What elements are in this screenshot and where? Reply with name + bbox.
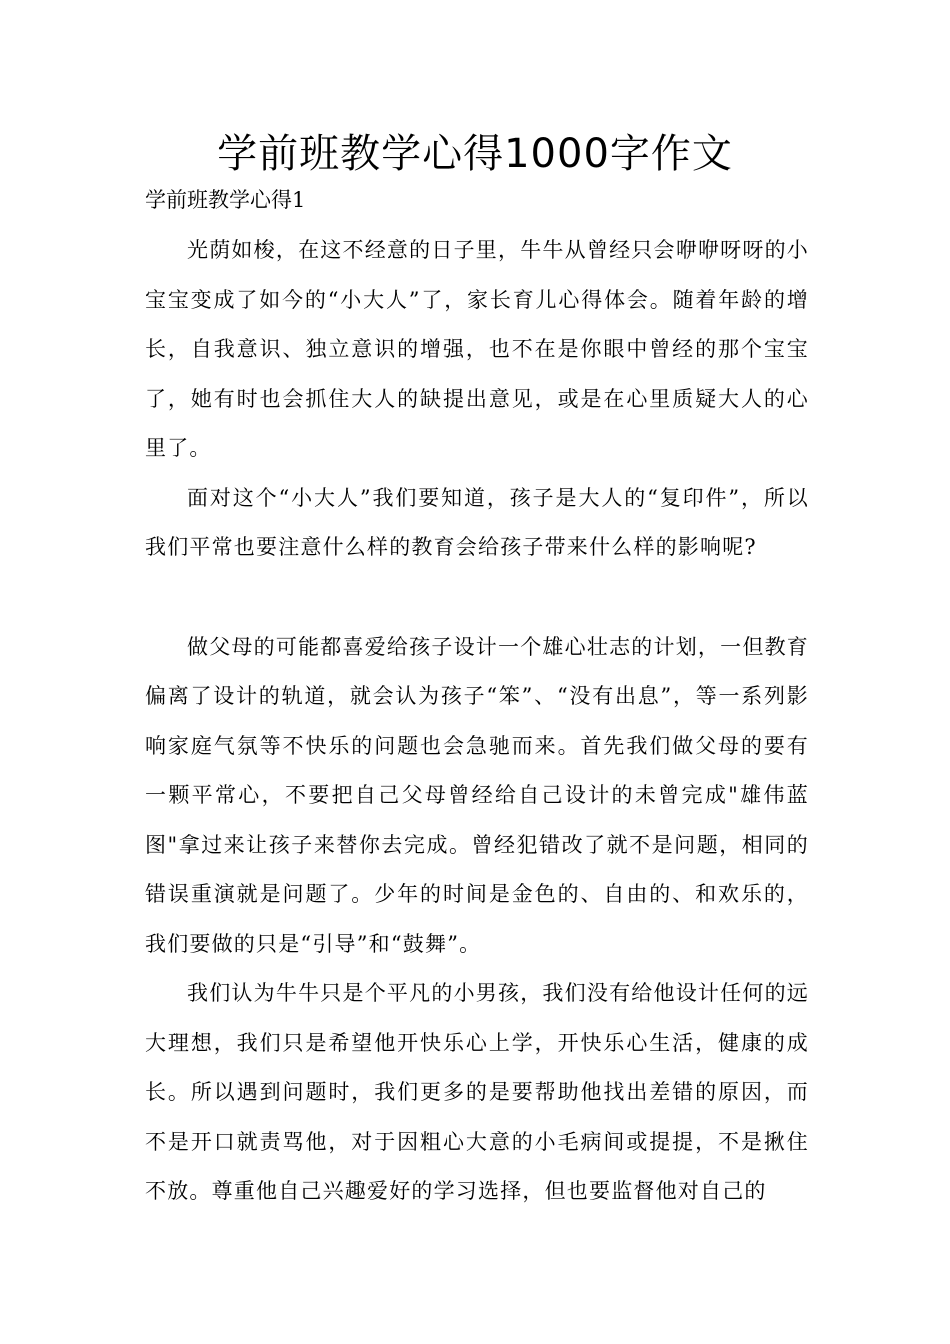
paragraph-4: 我们认为牛牛只是个平凡的小男孩，我们没有给他设计任何的远大理想，我们只是希望他开快乐心上学，开快乐心生活，健康的成长。所以遇到问题时，我们更多的是要帮助他找出差错的原因，而不是开口就责骂他，对于因粗心大意的小毛病间或提提，不是揪住不放。尊重他自己兴趣爱好的学习选择，但也要监督他对自己的 (145, 981, 809, 1203)
paragraph-3: 做父母的可能都喜爱给孩子设计一个雄心壮志的计划，一但教育偏离了设计的轨道，就会认为孩子“笨”、“没有出息”，等一系列影响家庭气氛等不快乐的问题也会急驰而来。首先我们做父母的要有一颗平常心，不要把自己父母曾经给自己设计的未曾完成"雄伟蓝图"拿过来让孩子来替你去完成。曾经犯错改了就不是问题，相同的错误重演就是问题了。少年的时间是金色的、自由的、和欢乐的，我们要做的只是“引导”和“鼓舞”。 (145, 634, 809, 956)
paragraph-1: 光荫如梭，在这不经意的日子里，牛牛从曾经只会咿咿呀呀的小宝宝变成了如今的“小大人”了，家长育儿心得体会。随着年龄的增长，自我意识、独立意识的增强，也不在是你眼中曾经的那个宝宝了，她有时也会抓住大人的缺提出意见，或是在心里质疑大人的心里了。 (145, 238, 809, 460)
document-title: 学前班教学心得1000字作文 (217, 131, 733, 177)
paragraph-gap (145, 573, 809, 623)
document-body (145, 226, 809, 1217)
document-subtitle: 学前班教学心得1 (145, 188, 306, 212)
paragraph-2: 面对这个“小大人”我们要知道，孩子是大人的“复印件”，所以我们平常也要注意什么样的教育会给孩子带来什么样的影响呢? (145, 485, 809, 559)
